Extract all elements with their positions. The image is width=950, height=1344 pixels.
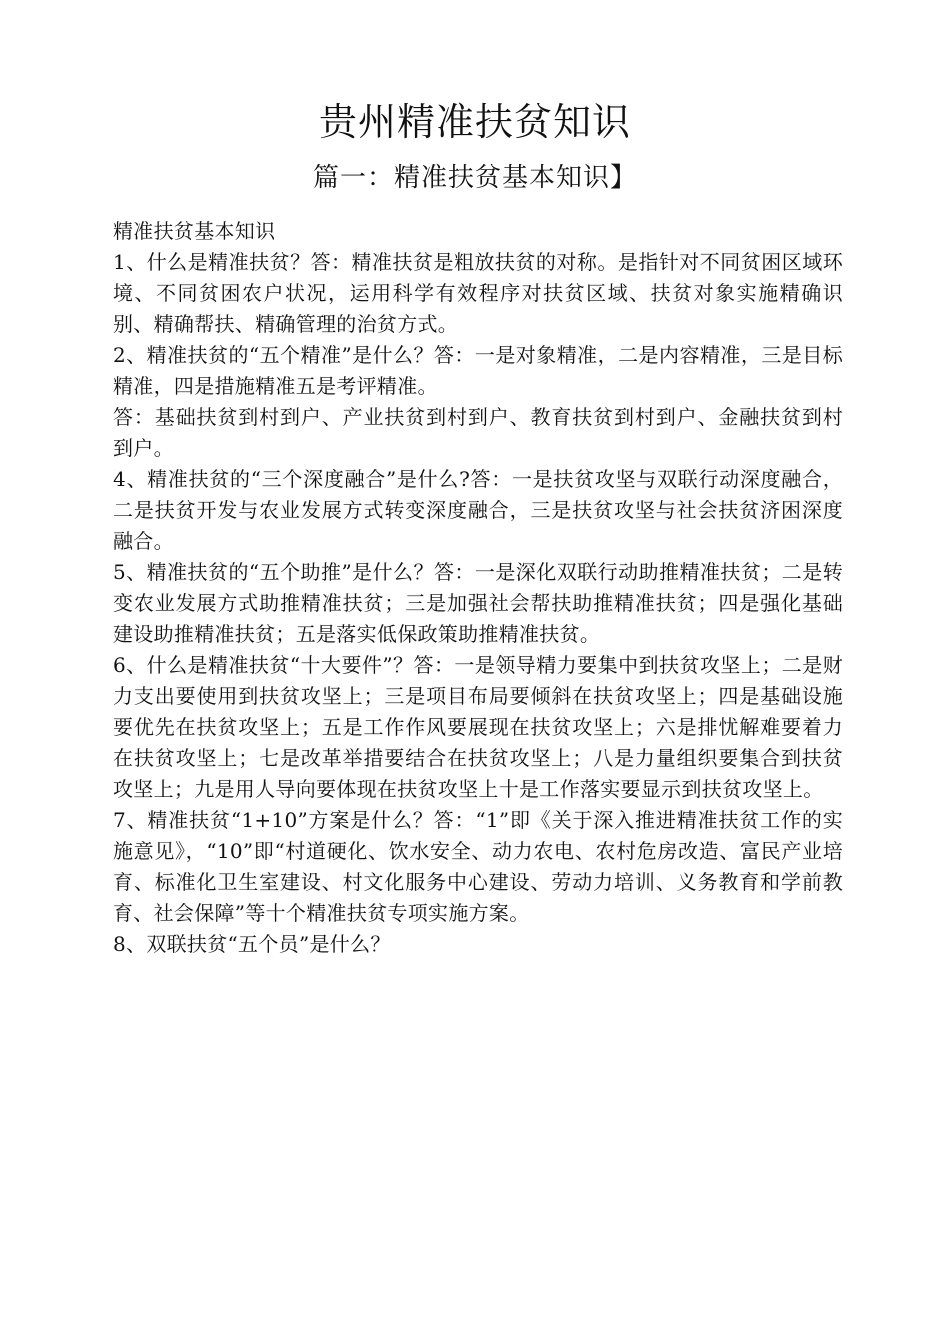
- paragraph-3: 答：基础扶贫到村到户、产业扶贫到村到户、教育扶贫到村到户、金融扶贫到村到户。: [113, 405, 843, 460]
- paragraph-4: 4、精准扶贫的“三个深度融合”是什么?答：一是扶贫攻坚与双联行动深度融合，二是扶贫开发与农业发展方式转变深度融合，三是扶贫攻坚与社会扶贫济困深度融合。: [113, 467, 843, 553]
- paragraph-2: 2、精准扶贫的“五个精准”是什么？答：一是对象精准，二是内容精准，三是目标精准，四是措施精准五是考评精准。: [113, 343, 843, 398]
- paragraph-8: 8、双联扶贫“五个员”是什么？: [113, 932, 391, 956]
- paragraph-7: 7、精准扶贫“1+10”方案是什么？答：“1”即《关于深入推进精准扶贫工作的实施意见》，“10”即“村道硬化、饮水安全、动力农电、农村危房改造、富民产业培育、标准化卫生室建设、村文化服务中心建设、劳动力培训、义务教育和学前教育、社会保障”等十个精准扶贫专项实施方案。: [113, 808, 843, 925]
- paragraph-1: 1、什么是精准扶贫？答：精准扶贫是粗放扶贫的对称。是指针对不同贫困区域环境、不同贫困农户状况，运用科学有效程序对扶贫区域、扶贫对象实施精确识别、精确帮扶、精确管理的治贫方式。: [113, 250, 843, 336]
- document-subtitle: 篇一：精准扶贫基本知识】: [312, 163, 637, 193]
- paragraph-5: 5、精准扶贫的“五个助推”是什么？答：一是深化双联行动助推精准扶贫；二是转变农业发展方式助推精准扶贫；三是加强社会帮扶助推精准扶贫；四是强化基础建设助推精准扶贫；五是落实低保政策助推精准扶贫。: [113, 560, 843, 646]
- section-heading: 精准扶贫基本知识: [113, 219, 276, 243]
- paragraph-6: 6、什么是精准扶贫“十大要件”？答：一是领导精力要集中到扶贫攻坚上；二是财力支出要使用到扶贫攻坚上；三是项目布局要倾斜在扶贫攻坚上；四是基础设施要优先在扶贫攻坚上；五是工作作风要展现在扶贫攻坚上；六是排忧解难要着力在扶贫攻坚上；七是改革举措要结合在扶贫攻坚上；八是力量组织要集合到扶贫攻坚上；九是用人导向要体现在扶贫攻坚上十是工作落实要显示到扶贫攻坚上。: [113, 653, 843, 801]
- document-body: [113, 216, 843, 960]
- document-title: 贵州精准扶贫知识: [318, 100, 631, 144]
